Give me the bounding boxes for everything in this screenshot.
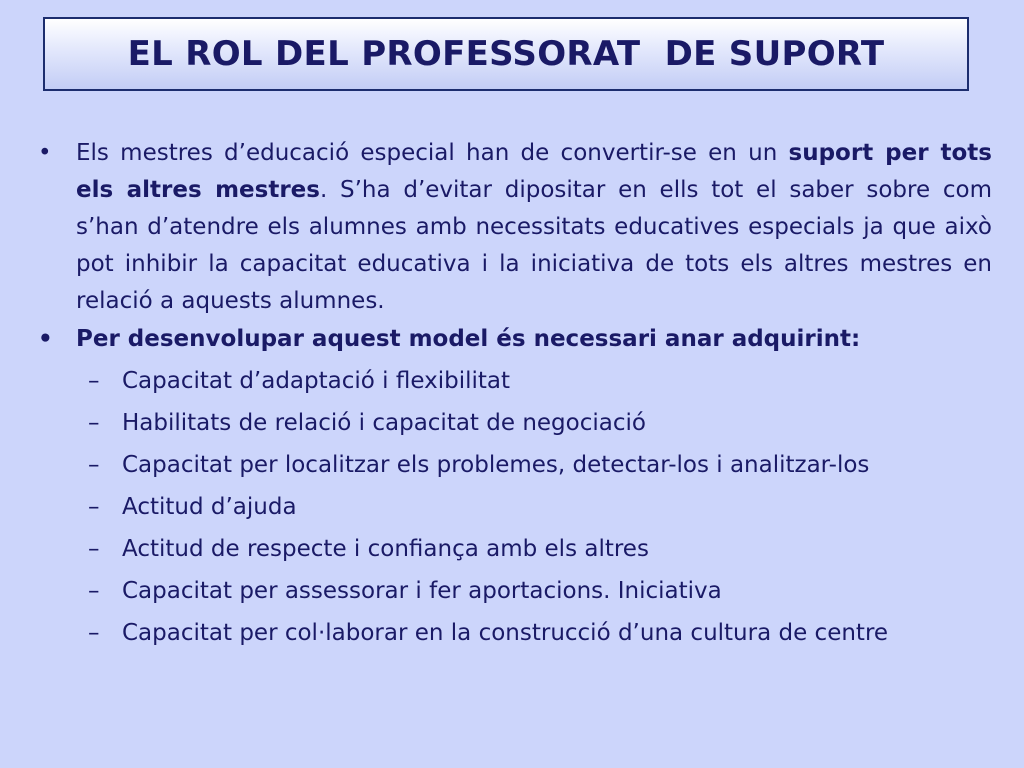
dash-icon: –: [88, 452, 100, 478]
bullet-1-text-part1: Els mestres d’educació especial han de convertir-se en un: [76, 140, 789, 166]
skills-list: [30, 363, 992, 652]
skills-list-item-text: Capacitat per localitzar els problemes, detectar-los i analitzar-los: [122, 452, 870, 478]
skills-list-item: [30, 489, 992, 526]
slide-content: [30, 135, 992, 652]
skills-list-item: [30, 573, 992, 610]
skills-list-item: [30, 615, 992, 652]
skills-list-item: [30, 405, 992, 442]
skills-list-item-text: Actitud d’ajuda: [122, 494, 297, 520]
skills-list-item-text: Capacitat per assessorar i fer aportacions. Iniciativa: [122, 578, 722, 604]
skills-list-item-text: Habilitats de relació i capacitat de negociació: [122, 410, 646, 436]
bullet-paragraph-2: [30, 321, 992, 358]
bullet-paragraph-1: [30, 135, 992, 320]
skills-list-item-text: Capacitat d’adaptació i flexibilitat: [122, 368, 510, 394]
bullet-dot-icon: •: [38, 140, 52, 166]
bullet-1-text-part2: . S’ha d’evitar dipositar en ells tot el saber sobre com s’han d’atendre els alumnes amb necessitats educatives especials ja que això pot inhibir la capacitat educativa i la iniciativa de tots els altres mestres en relació a aquests alumnes.: [76, 177, 992, 314]
slide-title: EL ROL DEL PROFESSORAT DE SUPORT: [127, 34, 885, 74]
dash-icon: –: [88, 536, 100, 562]
bullet-2-text: Per desenvolupar aquest model és necessari anar adquirint:: [76, 326, 861, 352]
skills-list-item: [30, 447, 992, 484]
skills-list-item-text: Actitud de respecte i confiança amb els altres: [122, 536, 649, 562]
bullet-dot-icon: •: [38, 326, 53, 352]
skills-list-item-text: Capacitat per col·laborar en la construcció d’una cultura de centre: [122, 620, 889, 646]
bullet-1-bold-text: suport per tots els altres mestres: [76, 140, 992, 203]
dash-icon: –: [88, 620, 100, 646]
dash-icon: –: [88, 578, 100, 604]
skills-list-item: [30, 531, 992, 568]
title-box: [43, 17, 969, 91]
skills-list-item: [30, 363, 992, 400]
dash-icon: –: [88, 368, 100, 394]
dash-icon: –: [88, 494, 100, 520]
dash-icon: –: [88, 410, 100, 436]
